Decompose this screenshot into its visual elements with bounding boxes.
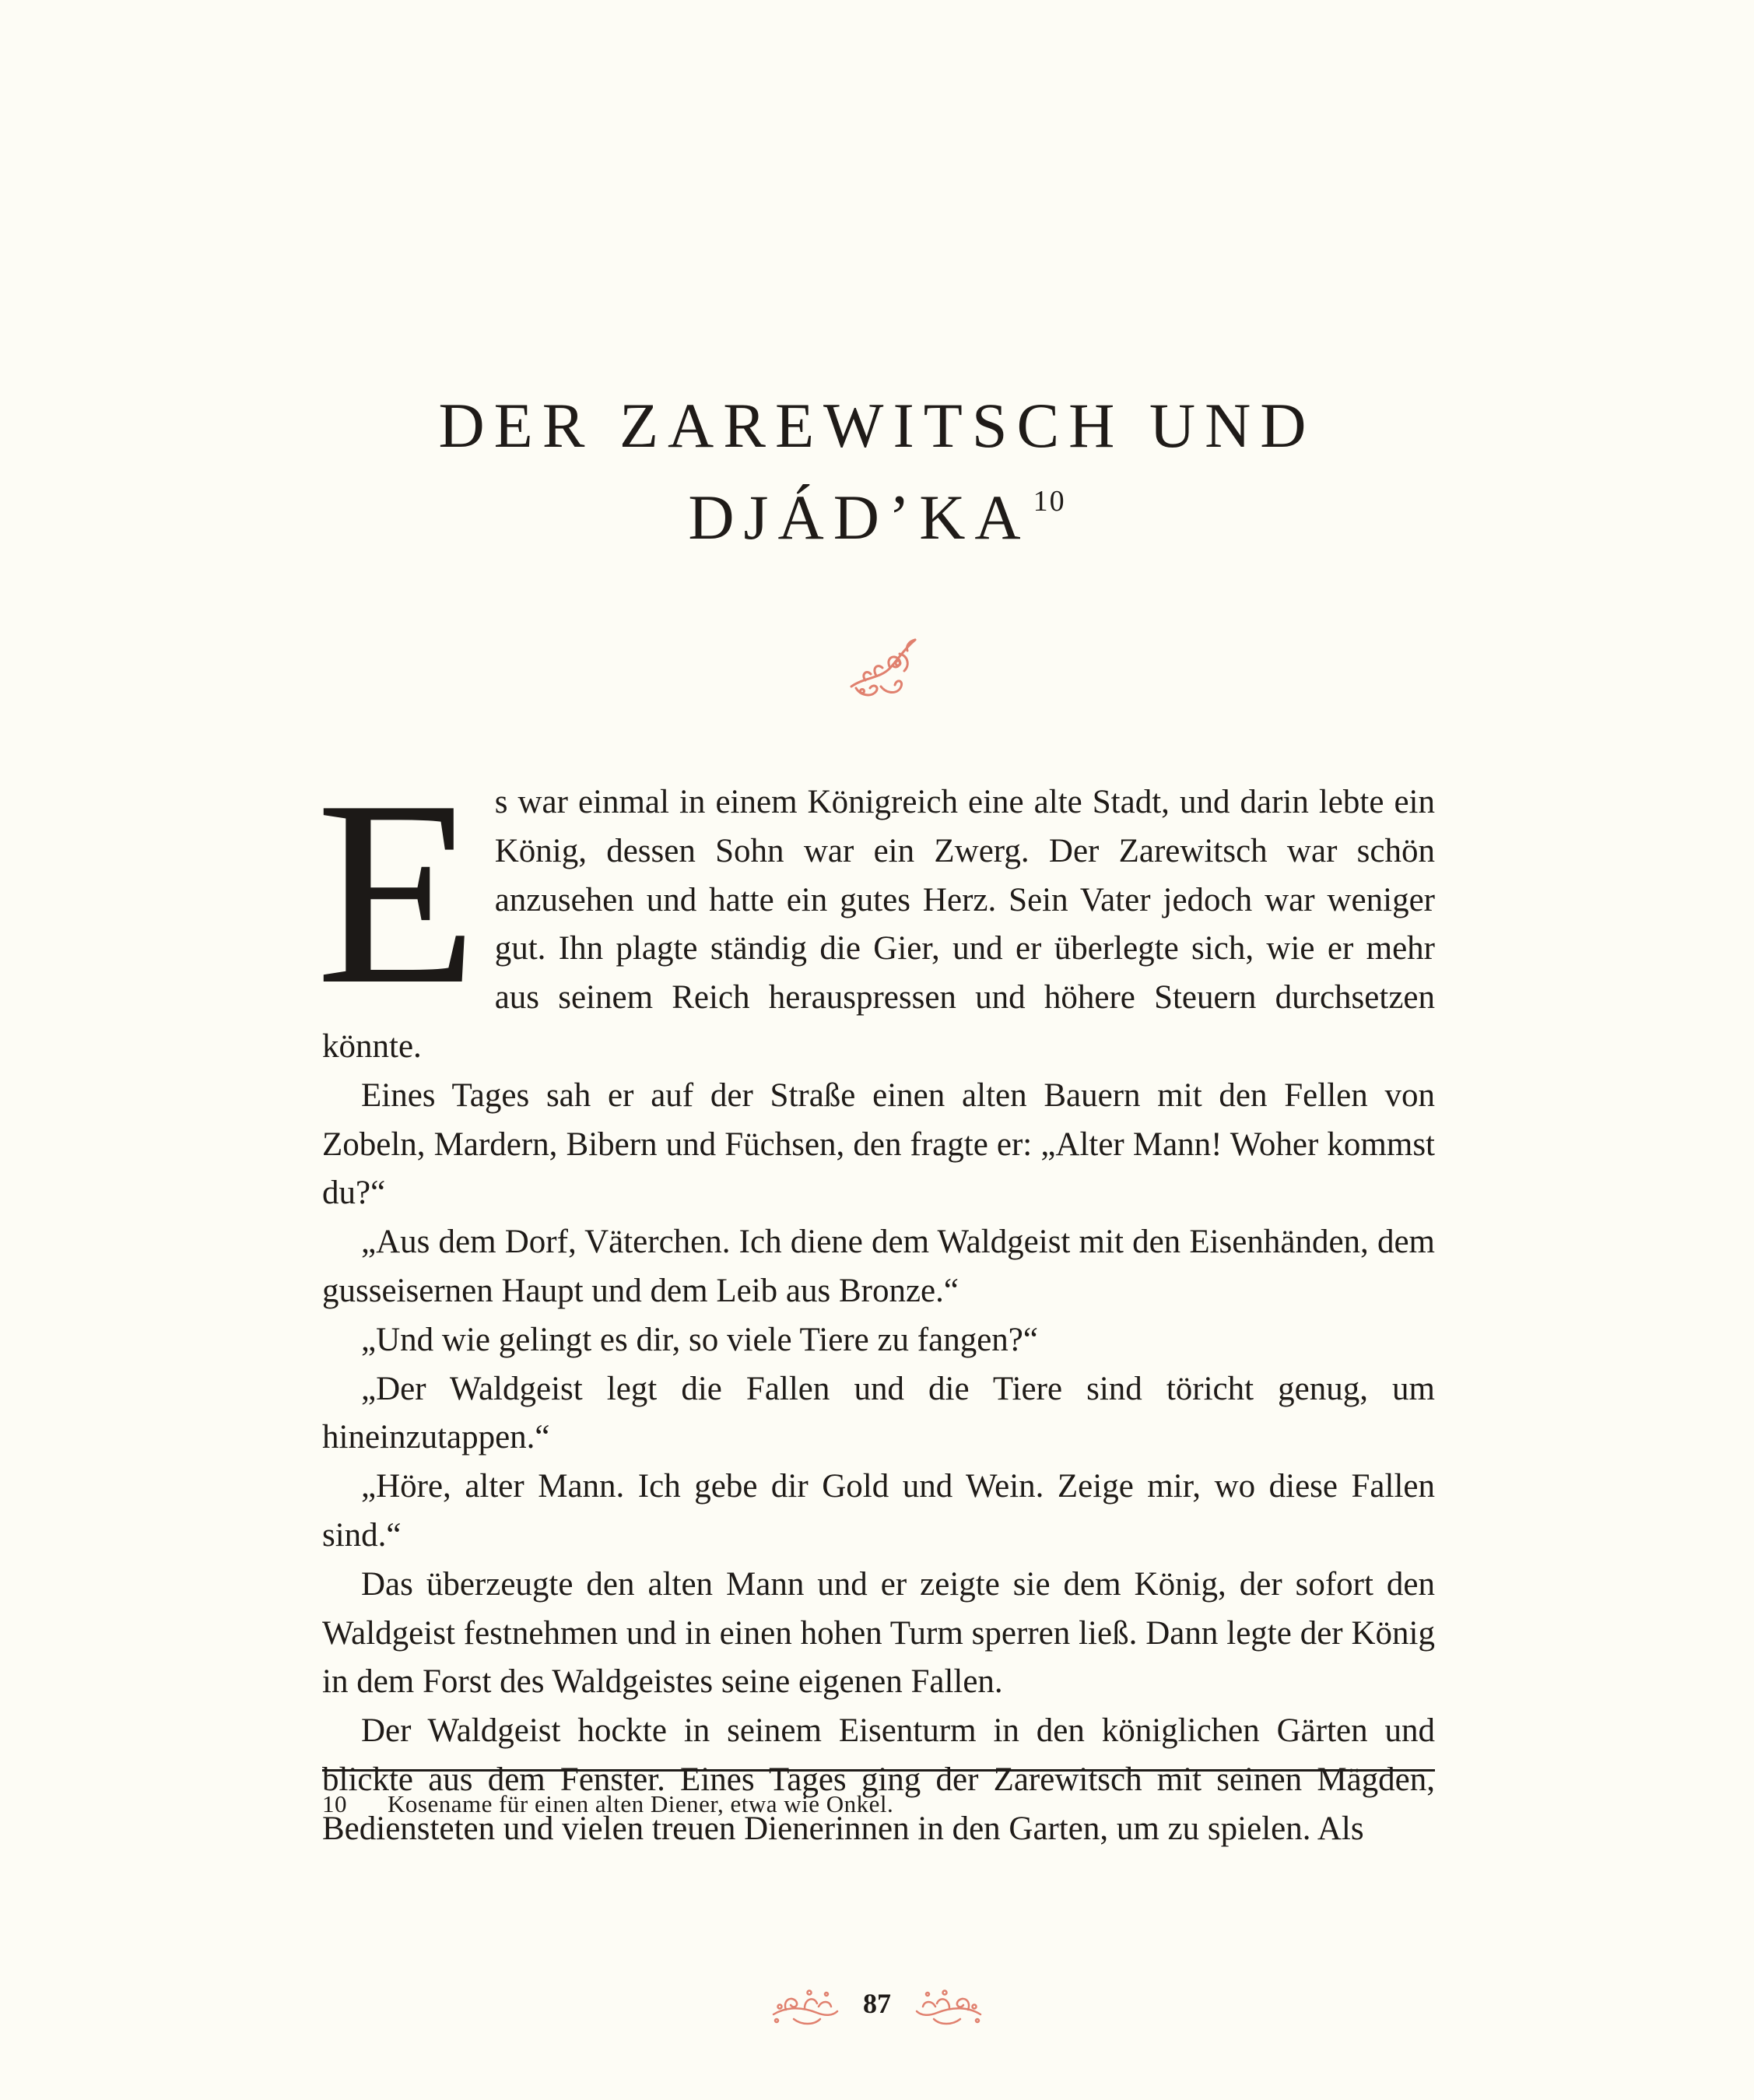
footnote (322, 1787, 893, 1821)
page-footer (770, 1983, 984, 2030)
chapter-title (233, 380, 1521, 564)
paragraph-4: „Und wie gelingt es dir, so viele Tiere zu fangen?“ (361, 1321, 1038, 1358)
chapter-title-line-2 (233, 472, 1521, 564)
paragraph-1: s war einmal in einem Königreich eine alte Stadt, und darin lebte ein König, dessen Sohn war ein Zwerg. Der Zarewitsch war schön anzusehen und hatte ein gutes Herz. Sein Vater jedoch war weniger gut. Ihn plagte ständig die Gier, und er überlegte sich, wie er mehr aus seinem Reich herauspressen und höhere Steuern durchsetzen könnte. (322, 784, 1435, 1065)
chapter-title-line-1: DER ZAREWITSCH UND (438, 390, 1316, 461)
chapter-title-word: DJÁD’KA (688, 482, 1030, 553)
footnote-number: 10 (322, 1790, 347, 1817)
right-folio-ornament-icon (915, 1983, 984, 2027)
footnote-divider (322, 1769, 1435, 1772)
footnote-reference: 10 (1033, 485, 1066, 518)
floral-ornament-icon (845, 632, 923, 702)
paragraph-7: Das überzeugte den alten Mann und er zeigte sie dem König, der sofort den Waldgeist festnehmen und in einen hohen Turm sperren ließ. Dann legte der König in dem Forst des Waldgeistes seine eigenen Fallen. (322, 1565, 1435, 1701)
page-number: 87 (863, 1988, 891, 2019)
drop-cap: E (316, 746, 478, 1039)
paragraph-6: „Höre, alter Mann. Ich gebe dir Gold und Wein. Zeige mir, wo diese Fallen sind.“ (322, 1468, 1435, 1554)
paragraph-2: Eines Tages sah er auf der Straße einen alten Bauern mit den Fellen von Zobeln, Mardern, Bibern und Füchsen, den fragte er: „Alter Mann! Woher kommst du?“ (322, 1076, 1435, 1212)
footnote-text: Kosename für einen alten Diener, etwa wie Onkel. (388, 1790, 894, 1817)
paragraph-5: „Der Waldgeist legt die Fallen und die Tiere sind töricht genug, um hineinzutappen.“ (322, 1370, 1435, 1456)
paragraph-8: Der Waldgeist hockte in seinem Eisenturm in den königlichen Gärten und blickte aus dem Fenster. Eines Tages ging der Zarewitsch mit seinen Mägden, Bediensteten und vielen treuen Dienerinnen in den Garten, um zu spielen. Als (322, 1712, 1435, 1847)
story-text (316, 746, 1435, 1854)
paragraph-3: „Aus dem Dorf, Väterchen. Ich diene dem Waldgeist mit den Eisenhänden, dem gusseisernen Haupt und dem Leib aus Bronze.“ (322, 1224, 1435, 1309)
